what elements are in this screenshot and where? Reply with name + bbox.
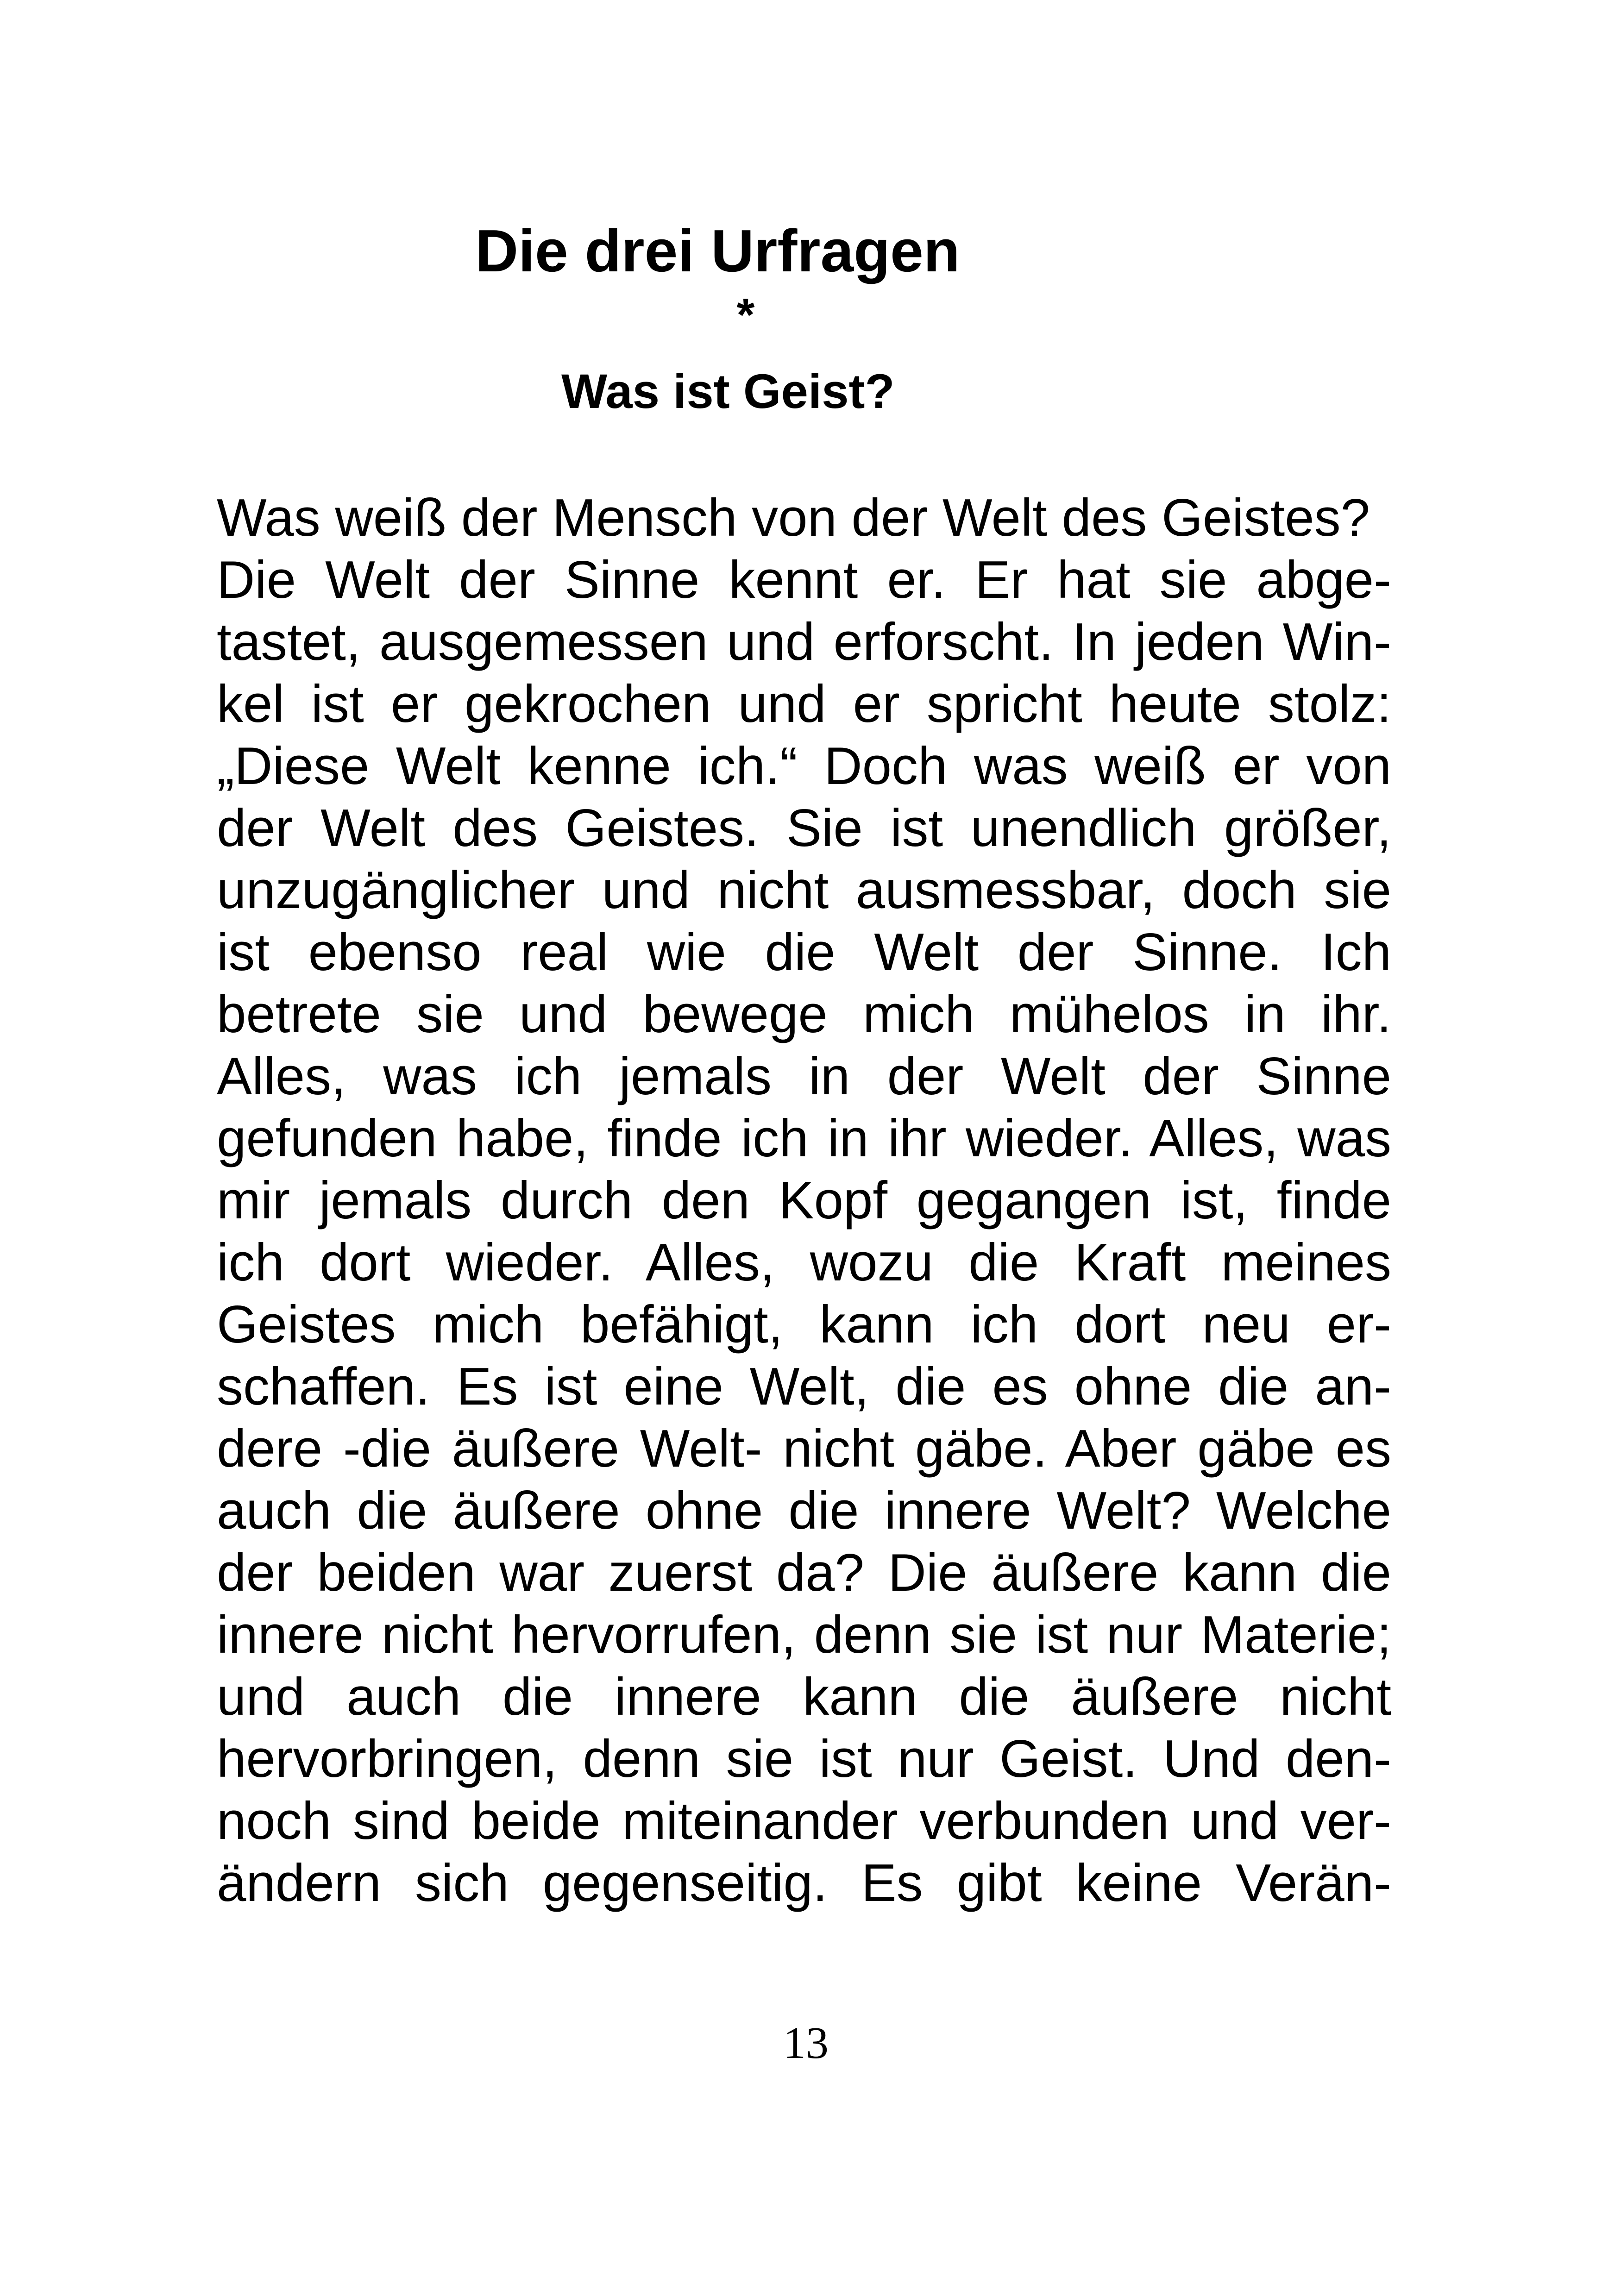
text-line: Geistes mich befähigt, kann ich dort neu er- [217,1295,1391,1354]
text-line: ist ebenso real wie die Welt der Sinne. Ich [217,923,1391,982]
text-line: tastet, ausgemessen und erforscht. In jeden Win- [217,613,1391,671]
text-line: hervorbringen, denn sie ist nur Geist. Und den- [217,1730,1391,1788]
section-heading: Was ist Geist? [561,364,895,419]
text-line: Die Welt der Sinne kennt er. Er hat sie abge- [217,551,1391,609]
text-line: kel ist er gekrochen und er spricht heute stolz: [217,675,1391,734]
page-number: 13 [783,2018,829,2068]
text-line: gefunden habe, finde ich in ihr wieder. Alles, was [217,1109,1391,1168]
text-line: unzugänglicher und nicht ausmessbar, doch sie [217,861,1391,920]
body-paragraph [217,487,1391,1914]
section-separator: * [736,289,755,341]
text-line: auch die äußere ohne die innere Welt? Welche [217,1481,1391,1540]
text-line: dere -die äußere Welt- nicht gäbe. Aber gäbe es [217,1419,1391,1478]
text-line: betrete sie und bewege mich mühelos in ihr. [217,985,1391,1044]
text-line: schaffen. Es ist eine Welt, die es ohne die an- [217,1357,1391,1416]
text-line: der Welt des Geistes. Sie ist unendlich größer, [217,799,1391,858]
text-line: noch sind beide miteinander verbunden und ver- [217,1792,1391,1851]
text-line: „Diese Welt kenne ich.“ Doch was weiß er von [217,737,1391,796]
text-line: ändern sich gegenseitig. Es gibt keine Verän- [217,1854,1391,1913]
text-line: und auch die innere kann die äußere nicht [217,1668,1391,1726]
text-line: mir jemals durch den Kopf gegangen ist, finde [217,1171,1391,1230]
text-line: ich dort wieder. Alles, wozu die Kraft meines [217,1233,1391,1292]
text-line: Alles, was ich jemals in der Welt der Sinne [217,1047,1391,1106]
text-line: Was weiß der Mensch von der Welt des Geistes? [217,489,1370,547]
text-line: innere nicht hervorrufen, denn sie ist nur Materie; [217,1606,1391,1664]
text-line: der beiden war zuerst da? Die äußere kann die [217,1543,1391,1602]
chapter-title: Die drei Urfragen [475,218,960,284]
